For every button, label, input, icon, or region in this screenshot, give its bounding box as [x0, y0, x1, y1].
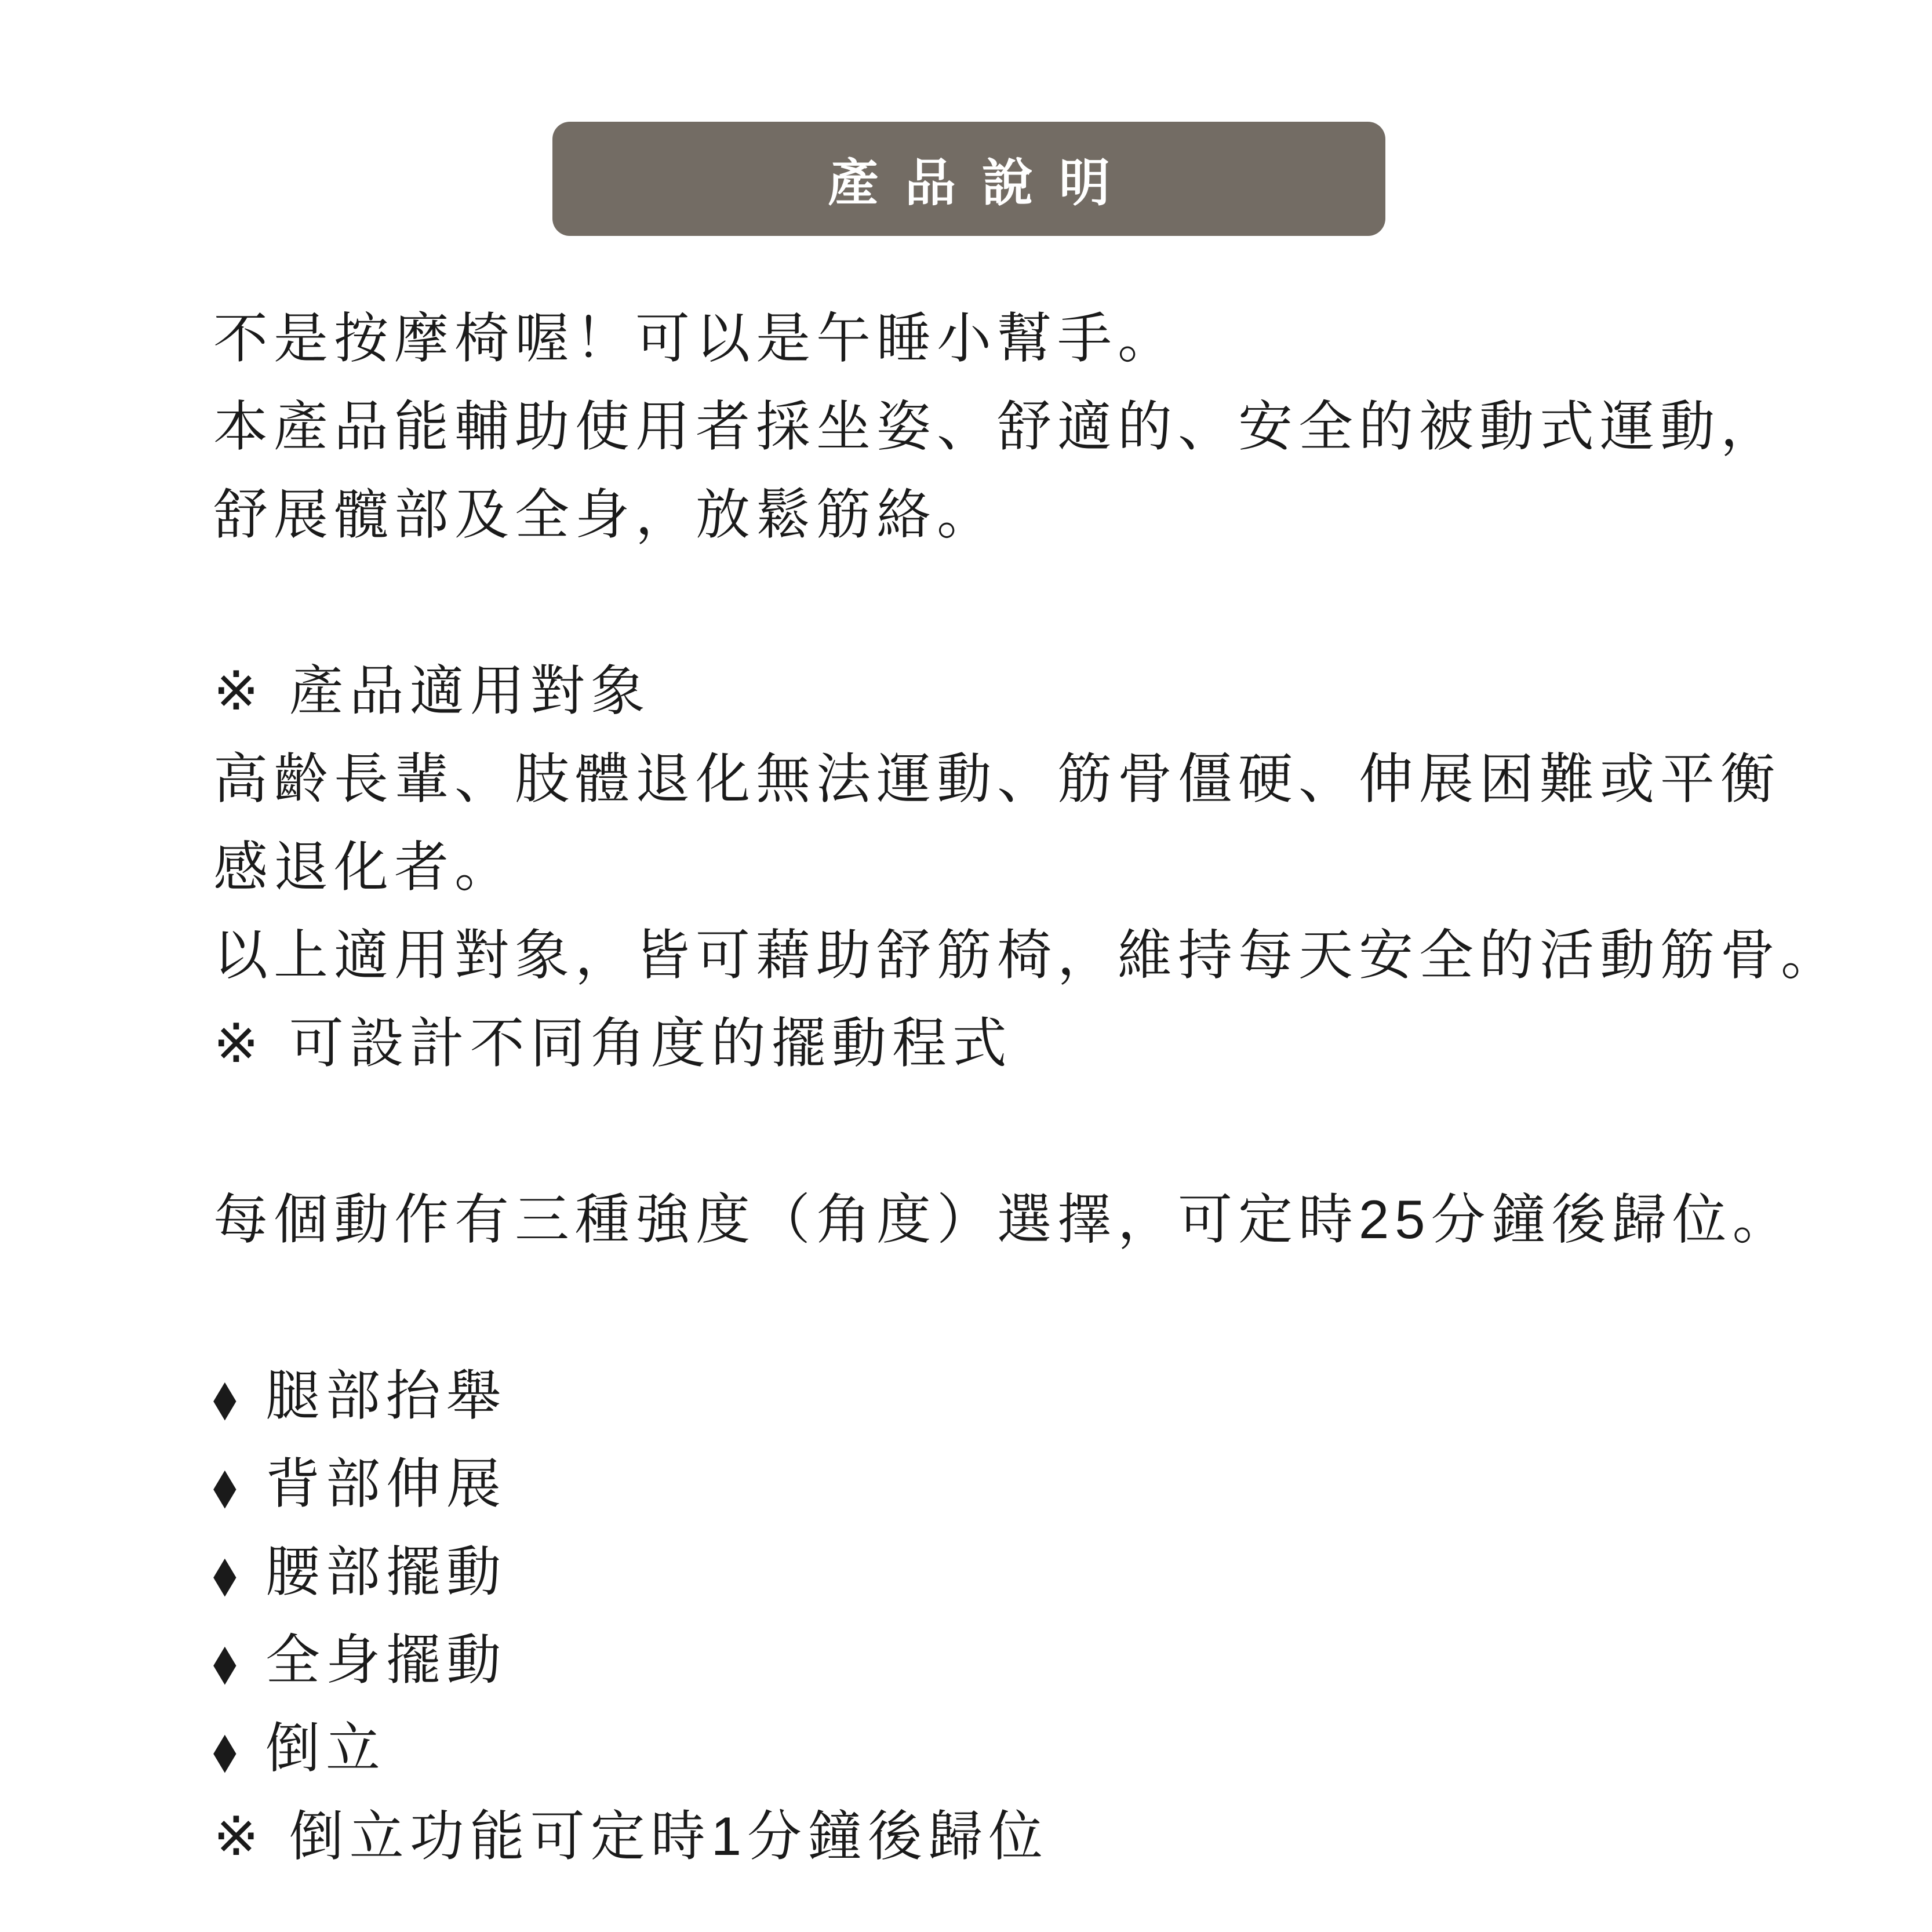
note-text: 倒立功能可定時1分鐘後歸位 — [289, 1806, 1049, 1866]
feature-item — [213, 1352, 1825, 1440]
feature-label: 背部伸展 — [265, 1453, 507, 1514]
feature-item — [213, 1704, 1825, 1792]
note-text: 產品適用對象 — [289, 660, 651, 721]
note-line-inversion-timer — [213, 1792, 1825, 1880]
blank-line — [213, 559, 1825, 647]
intro-line: 不是按摩椅喔！可以是午睡小幫手。 — [213, 308, 1178, 369]
reference-mark-icon: ※ — [213, 660, 265, 721]
diamond-bullet-icon: ◆ — [213, 1546, 240, 1602]
feature-item — [213, 1616, 1825, 1704]
diamond-bullet-icon: ◆ — [213, 1458, 240, 1513]
blank-line — [213, 1264, 1825, 1352]
diamond-bullet-icon: ◆ — [213, 1722, 240, 1778]
intro-line: 本產品能輔助使用者採坐姿、舒適的、安全的被動式運動， — [213, 396, 1781, 457]
reference-mark-icon: ※ — [213, 1013, 265, 1074]
note-line-target-users — [213, 647, 1825, 735]
note-line-swing-programs — [213, 999, 1825, 1087]
target-users-line: 以上適用對象，皆可藉助舒筋椅，維持每天安全的活動筋骨。 — [213, 925, 1842, 985]
intensity-timer-line: 每個動作有三種強度（角度）選擇，可定時25分鐘後歸位。 — [213, 1189, 1793, 1250]
target-users-line: 感退化者。 — [213, 836, 515, 897]
description-text — [213, 294, 1842, 1880]
diamond-bullet-icon: ◆ — [213, 1634, 240, 1690]
target-users-line: 高齡長輩、肢體退化無法運動、筋骨僵硬、伸展困難或平衡 — [213, 748, 1781, 809]
reference-mark-icon: ※ — [213, 1806, 265, 1866]
intro-line: 舒展髖部及全身，放鬆筋絡。 — [213, 484, 998, 545]
feature-label: 倒立 — [265, 1718, 387, 1778]
note-text: 可設計不同角度的擺動程式 — [289, 1013, 1013, 1074]
feature-label: 腰部擺動 — [265, 1541, 507, 1602]
feature-item — [213, 1440, 1825, 1528]
feature-item — [213, 1528, 1825, 1616]
diamond-bullet-icon: ◆ — [213, 1370, 240, 1425]
section-title: 產品說明 — [827, 154, 1136, 212]
feature-label: 全身擺動 — [265, 1629, 507, 1690]
section-title-badge — [552, 122, 1385, 236]
feature-label: 腿部抬舉 — [265, 1365, 507, 1426]
blank-line — [213, 1087, 1825, 1176]
